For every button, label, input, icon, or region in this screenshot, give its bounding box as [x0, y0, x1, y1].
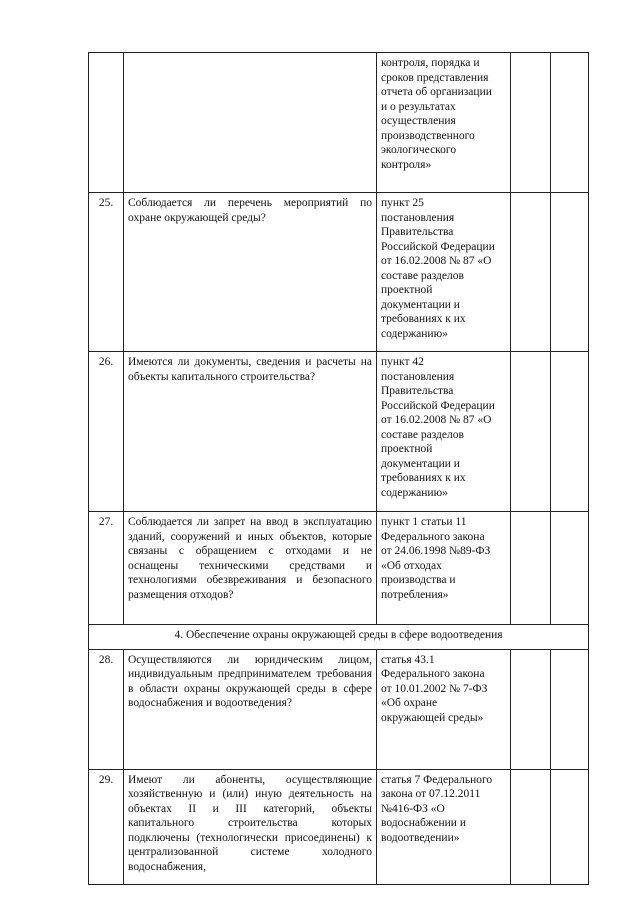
checklist-row [89, 649, 589, 769]
row-number: 25. [89, 193, 124, 352]
row-number: 26. [89, 352, 124, 512]
answer-cell-no [551, 769, 589, 884]
section-title: 4. Обеспечение охраны окружающей среды в сфере водоотведения [89, 625, 589, 650]
row-number: 27. [89, 512, 124, 625]
answer-cell-no [551, 193, 589, 352]
row-number: 28. [89, 649, 124, 769]
legal-reference-cell: пункт 1 статьи 11 Федерального закона от 24.06.1998 №89-ФЗ «Об отходах производства и потребления» [377, 512, 511, 625]
question-cell: Имеются ли документы, сведения и расчеты на объекты капитального строительства? [124, 352, 377, 512]
answer-cell-no [551, 352, 589, 512]
question-cell: Соблюдается ли перечень мероприятий по охране окружающей среды? [124, 193, 377, 352]
legal-reference-cell: пункт 42 постановления Правительства Российской Федерации от 16.02.2008 № 87 «О составе разделов проектной документации и требованиях к их содержанию» [377, 352, 511, 512]
question-cell: Соблюдается ли запрет на ввод в эксплуатацию зданий, сооружений и иных объектов, которые связаны с обращением с отходами и не оснащены техническими средствами и технологиями обезвреживания и безопасного размещения отходов? [124, 512, 377, 625]
section-header-row [89, 625, 589, 650]
checklist-row [89, 352, 589, 512]
checklist-row [89, 769, 589, 884]
answer-cell-yes [511, 649, 551, 769]
checklist-row [89, 193, 589, 352]
legal-reference-cell: статья 43.1 Федерального закона от 10.01.2002 № 7-ФЗ «Об охране окружающей среды» [377, 649, 511, 769]
answer-cell-yes [511, 512, 551, 625]
answer-cell-no [551, 512, 589, 625]
question-cell: Имеют ли абоненты, осуществляющие хозяйственную и (или) иную деятельность на объектах II и III категорий, объекты капитального строительства которых подключены (технологически присоединены) к централизованной системе холодного водоснабжения, [124, 769, 377, 884]
answer-cell-yes [511, 53, 551, 193]
legal-reference-cell: контроля, порядка и сроков представления отчета об организации и о результатах осуществления производственного экологического контроля» [377, 53, 511, 193]
row-number: 29. [89, 769, 124, 884]
checklist-row [89, 512, 589, 625]
checklist-body [89, 53, 589, 885]
answer-cell-no [551, 649, 589, 769]
question-cell [124, 53, 377, 193]
legal-reference-cell: пункт 25 постановления Правительства Российской Федерации от 16.02.2008 № 87 «О составе разделов проектной документации и требованиях к их содержанию» [377, 193, 511, 352]
checklist-table [88, 52, 589, 885]
answer-cell-yes [511, 193, 551, 352]
checklist-row [89, 53, 589, 193]
question-cell: Осуществляются ли юридическим лицом, индивидуальным предпринимателем требования в области охраны окружающей среды в сфере водоснабжения и водоотведения? [124, 649, 377, 769]
answer-cell-yes [511, 769, 551, 884]
row-number [89, 53, 124, 193]
answer-cell-no [551, 53, 589, 193]
answer-cell-yes [511, 352, 551, 512]
legal-reference-cell: статья 7 Федерального закона от 07.12.2011 №416-ФЗ «О водоснабжении и водоотведении» [377, 769, 511, 884]
